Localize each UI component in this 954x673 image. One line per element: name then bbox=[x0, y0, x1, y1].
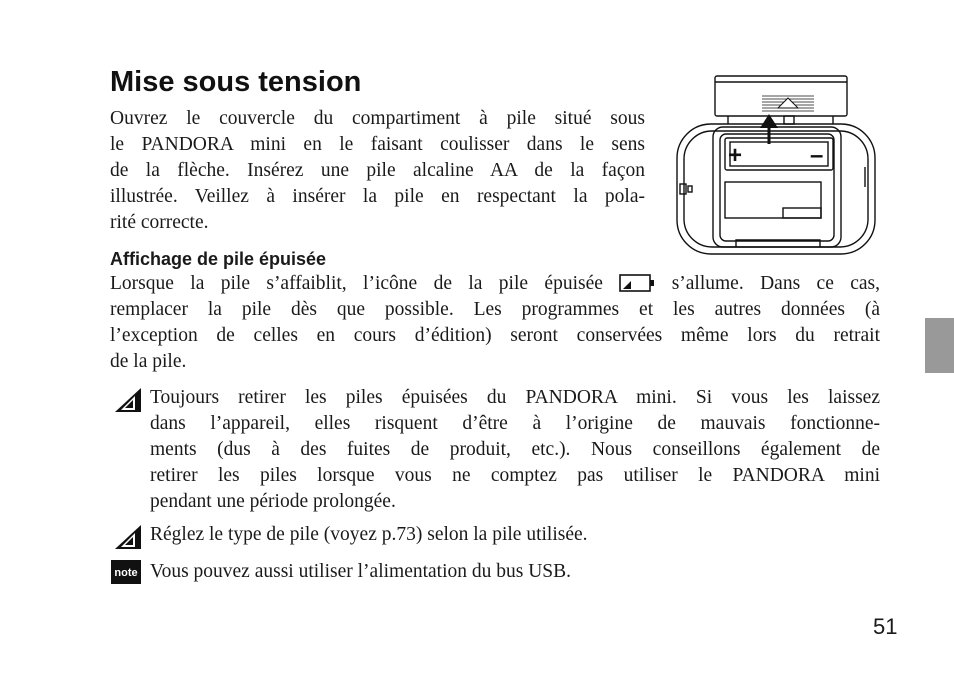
warning-line: Toujours retirer les piles épuisées du PANDORA mini. Si vous les laissez bbox=[150, 387, 880, 408]
warning-icon bbox=[113, 523, 143, 551]
page-title: Mise sous tension bbox=[110, 66, 362, 98]
warning-paragraph bbox=[150, 522, 880, 548]
warning-line: dans l’appareil, elles risquent d’être à l’origine de mauvais fonctionne- bbox=[150, 413, 880, 434]
chapter-tab bbox=[925, 318, 954, 373]
battery-compartment-illustration bbox=[670, 72, 880, 262]
note-line: Vous pouvez aussi utiliser l’alimentation du bus USB. bbox=[150, 561, 572, 582]
intro-line: illustrée. Veillez à insérer la pile en respectant la pola- bbox=[110, 186, 645, 207]
note-icon bbox=[111, 560, 141, 584]
low-battery-icon bbox=[619, 273, 655, 293]
warning-line: Réglez le type de pile (voyez p.73) selon la pile utilisée. bbox=[150, 524, 588, 545]
minus-sign: – bbox=[810, 142, 824, 169]
low-battery-text-before-icon: Lorsque la pile s’affaiblit, l’icône de la pile épuisée bbox=[110, 273, 603, 294]
low-battery-line: de la pile. bbox=[110, 351, 187, 372]
intro-line: de la flèche. Insérez une pile alcaline AA de la façon bbox=[110, 160, 645, 181]
note-icon-label: note bbox=[114, 567, 138, 579]
intro-line: Ouvrez le couvercle du compartiment à pile situé sous bbox=[110, 108, 645, 129]
page-number: 51 bbox=[873, 614, 898, 639]
intro-line: le PANDORA mini en le faisant coulisser dans le sens bbox=[110, 134, 645, 155]
low-battery-paragraph bbox=[110, 271, 880, 375]
plus-sign: + bbox=[728, 142, 743, 169]
intro-line: rité correcte. bbox=[110, 212, 209, 233]
low-battery-line: l’exception de celles en cours d’édition) seront conservées même lors du retrait bbox=[110, 325, 880, 346]
intro-paragraph bbox=[110, 106, 645, 236]
warning-icon bbox=[113, 386, 143, 414]
warning-paragraph bbox=[150, 385, 880, 515]
low-battery-text-after-icon: s’allume. Dans ce cas, bbox=[671, 273, 881, 294]
warning-line: ments (dus à des fuites de produit, etc.). Nous conseillons également de bbox=[150, 439, 880, 460]
battery-compartment-drawing bbox=[670, 72, 880, 262]
section-heading: Affichage de pile épuisée bbox=[110, 249, 327, 269]
low-battery-line: remplacer la pile dès que possible. Les programmes et les autres données (à bbox=[110, 299, 880, 320]
low-battery-line bbox=[110, 271, 880, 297]
warning-line: pendant une période prolongée. bbox=[150, 491, 396, 512]
note-paragraph bbox=[150, 559, 880, 585]
warning-line: retirer les piles lorsque vous ne comptez pas utiliser le PANDORA mini bbox=[150, 465, 880, 486]
